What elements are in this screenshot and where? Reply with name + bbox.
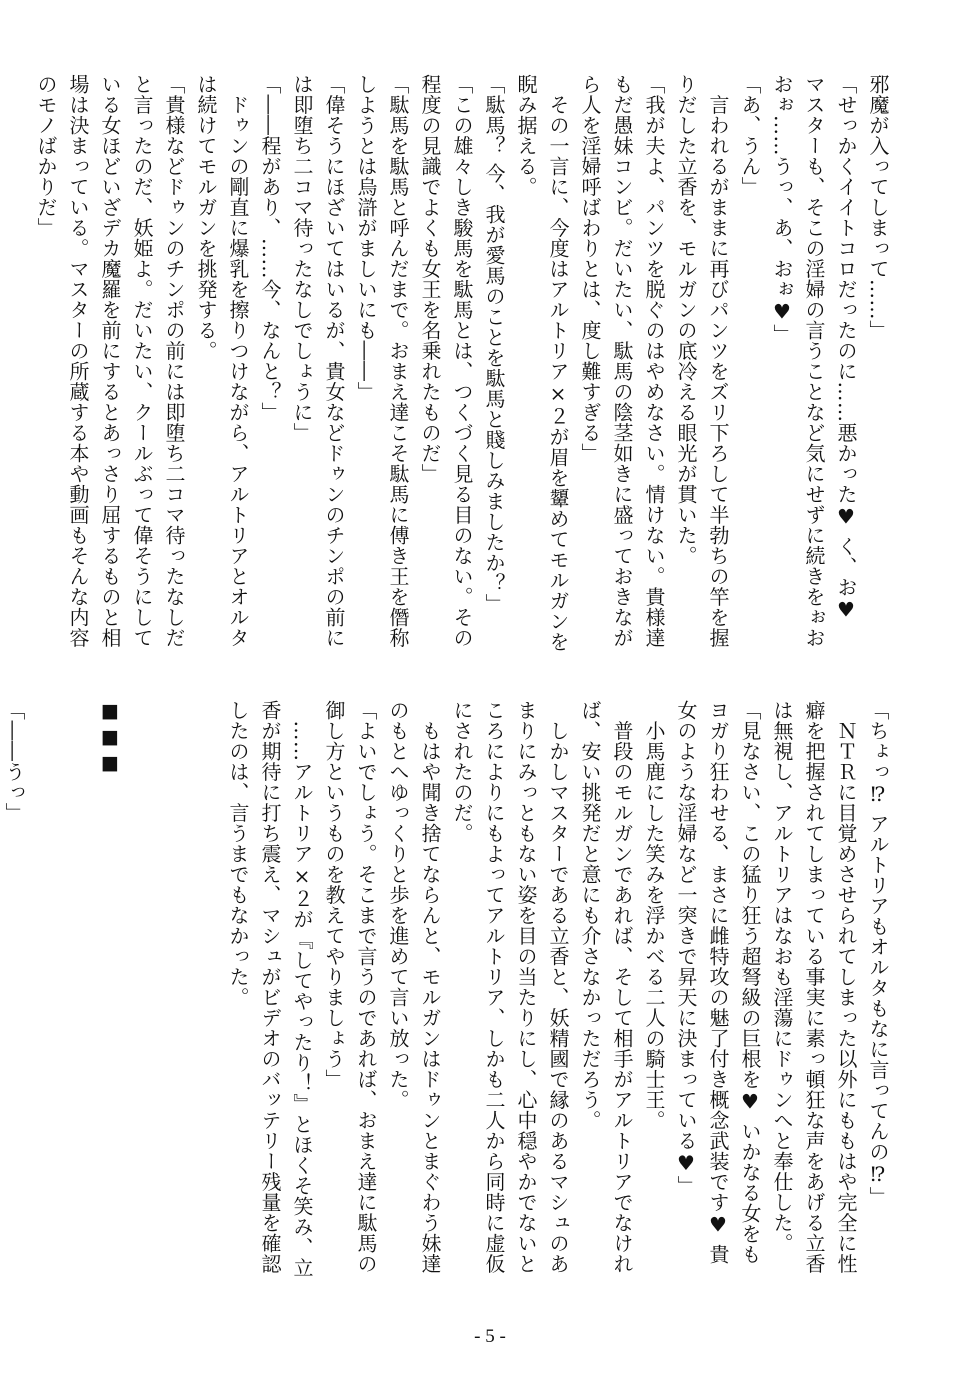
text-line	[30, 700, 62, 1310]
text-line: ドゥンの剛直に爆乳を擦りつけながら、アルトリアとオルタ	[226, 94, 250, 648]
text-line: 「駄馬を駄馬と呼んだまで。おまえ達こそ駄馬に傅き王を僭称	[386, 74, 410, 648]
text-line: ころによりにもよってアルトリア、しかも二人から同時に虚仮	[482, 700, 506, 1274]
text-line: 邪魔が入ってしまって……」	[866, 74, 890, 341]
text-line: 「よいでしょう。そこまで言うのであれば、おまえ達に駄馬の	[354, 700, 378, 1274]
text-line: その一言に、今度はアルトリア×２が眉を顰めてモルガンを	[546, 94, 570, 652]
text-line: しかしマスターである立香と、妖精國で縁のあるマシュのあ	[546, 720, 570, 1274]
text-line: のモノばかりだ」	[34, 74, 58, 238]
text-line: 御し方というものを教えてやりましょう」	[322, 700, 346, 1090]
text-line: 普段のモルガンであれば、そして相手がアルトリアでなけれ	[610, 720, 634, 1274]
text-line: 「我が夫よ、パンツを脱ぐのはやめなさい。情けない。貴様達	[642, 74, 666, 648]
section-break-marker: ■■■	[99, 700, 121, 778]
text-line: ら人を淫婦呼ばわりとは、度し難すぎる」	[578, 74, 602, 464]
text-line: おぉ……うっ、あ、おぉ♥」	[770, 74, 794, 345]
text-line: は即堕ち二コマ待ったなしでしょうに」	[290, 74, 314, 443]
page-number: - 5 -	[474, 1326, 506, 1347]
text-line: は無視し、アルトリアはなおも淫蕩にドゥンへと奉仕した。	[770, 700, 794, 1254]
text-line: 香が期待に打ち震え、マシュがビデオのバッテリー残量を確認	[258, 700, 282, 1274]
text-line: 「偉そうにほざいてはいるが、貴女などドゥンのチンポの前に	[322, 74, 346, 648]
text-line	[158, 700, 190, 1310]
text-line: 小馬鹿にした笑みを浮かべる二人の騎士王。	[642, 720, 666, 1131]
text-line: 「せっかくイイトコロだったのに……悪かった♥ く、お♥	[834, 74, 858, 622]
upper-text-block	[34, 74, 894, 664]
text-line: と言ったのだ、妖姫よ。だいたい、クールぶって偉そうにして	[130, 74, 154, 648]
text-line: 「ちょっ⁉ アルトリアもオルタもなに言ってんの⁉」	[866, 700, 890, 1207]
text-line	[62, 700, 94, 1310]
text-line: にされたのだ。	[450, 700, 474, 844]
text-line: 程度の見識でよくも女王を名乗れたものだ」	[418, 74, 442, 484]
text-line	[190, 700, 222, 1310]
text-line: 場は決まっている。マスターの所蔵する本や動画もそんな内容	[66, 74, 90, 648]
lower-text-block	[2, 700, 894, 1310]
text-line: まりにみっともない姿を目の当たりにし、心中穏やかでないと	[514, 700, 538, 1274]
text-line: ……アルトリア×２が『してやったり！』とほくそ笑み、立	[290, 720, 314, 1278]
text-line: マスターも、そこの淫婦の言うことなど気にせずに続きをぉお	[802, 74, 826, 648]
text-line: 女のような淫婦など一突きで昇天に決まっている♥」	[674, 700, 698, 1196]
text-line: ヨガり狂わせる、まさに雌特攻の魅了付き概念武装です♥ 貴	[706, 700, 730, 1265]
text-line	[126, 700, 158, 1310]
text-line: 言われるがままに再びパンツをズリ下ろして半勃ちの竿を握	[706, 94, 730, 648]
text-line: 「見なさい、この猛り狂う超弩級の巨根を♥ いかなる女をも	[738, 700, 762, 1265]
text-line: 「駄馬？ 今、我が愛馬のことを駄馬と賤しみましたか？」	[482, 74, 506, 614]
text-line: ば、安い挑発だと意にも介さなかっただろう。	[578, 700, 602, 1131]
text-line: 「貴様などドゥンのチンポの前には即堕ち二コマ待ったなしだ	[162, 74, 186, 648]
text-line: 「――うっ」	[2, 700, 26, 823]
text-line: 癖を把握されてしまっている事実に素っ頓狂な声をあげる立香	[802, 700, 826, 1274]
text-line: いる女ほどいざデカ魔羅を前にするとあっさり屈するものと相	[98, 74, 122, 648]
text-line: ＮＴＲに目覚めさせられてしまった以外にももはや完全に性	[834, 720, 858, 1274]
text-line: 「――程があり、……今、なんと？」	[258, 74, 282, 423]
text-line: のもとへゆっくりと歩を進めて言い放った。	[386, 700, 410, 1110]
text-line: 「この雄々しき駿馬を駄馬とは、つくづく見る目のない。その	[450, 74, 474, 648]
text-line: もはや聞き捨てならんと、モルガンはドゥンとまぐわう妹達	[418, 720, 442, 1274]
text-line: は続けてモルガンを挑発する。	[194, 74, 218, 361]
text-line: 睨み据える。	[514, 74, 538, 197]
text-line: りだした立香を、モルガンの底冷える眼光が貫いた。	[674, 74, 698, 566]
text-line: したのは、言うまでもなかった。	[226, 700, 250, 1008]
text-line: しようとは烏滸がましいにも――」	[354, 74, 378, 402]
text-line: もだ愚妹コンビ。だいたい、駄馬の陰茎如きに盛っておきなが	[610, 74, 634, 648]
text-line: 「あ、うん」	[738, 74, 762, 197]
